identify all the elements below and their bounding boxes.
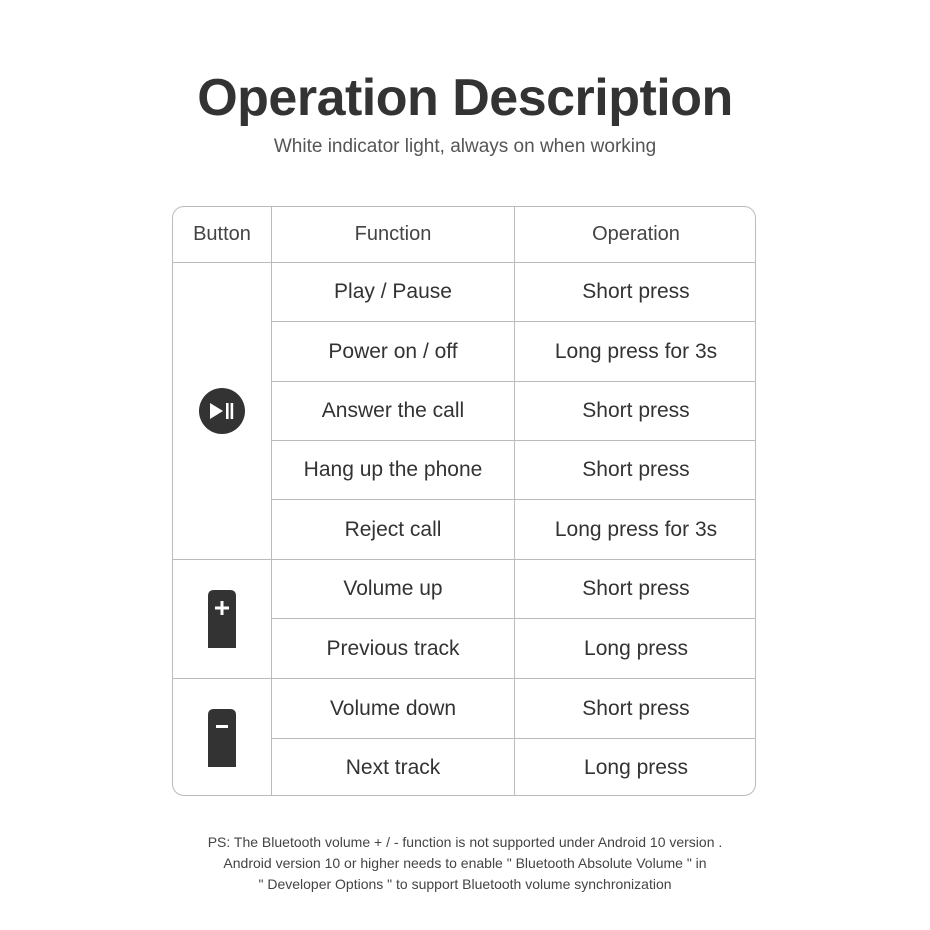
operation-cell: Short press (582, 577, 690, 600)
plus-button-icon (208, 590, 236, 648)
operation-cell: Long press (584, 636, 688, 660)
minus-button-icon (208, 709, 236, 767)
operation-cell: Long press (584, 756, 688, 779)
header-operation: Operation (592, 223, 680, 245)
footnote-line: Android version 10 or higher needs to enable " Bluetooth Absolute Volume " in (223, 855, 707, 871)
page-title: Operation Description (197, 69, 733, 127)
footnote-line: PS: The Bluetooth volume + / - function is not supported under Android 10 version . (207, 834, 723, 850)
function-cell: Answer the call (321, 399, 465, 422)
function-cell: Hang up the phone (303, 458, 483, 481)
function-cell: Volume down (329, 696, 457, 720)
operation-cell: Long press for 3s (554, 517, 718, 541)
operation-cell: Short press (582, 280, 690, 303)
footnote-line: " Developer Options " to support Bluetooth volume synchronization (258, 876, 672, 892)
footnote (0, 832, 930, 895)
play-pause-icon (199, 388, 245, 434)
button-cell-minus (173, 679, 271, 796)
function-cell: Play / Pause (334, 280, 452, 303)
page-subtitle: White indicator light, always on when working (273, 136, 657, 157)
function-cell: Power on / off (328, 339, 458, 363)
function-cell: Volume up (343, 577, 443, 600)
operation-table (172, 206, 756, 796)
header-button: Button (193, 223, 251, 245)
operation-cell: Short press (582, 399, 690, 422)
button-cell-plus (173, 560, 271, 678)
function-cell: Next track (345, 756, 441, 779)
operation-cell: Short press (582, 696, 690, 720)
header-function: Function (354, 223, 432, 245)
function-cell: Previous track (326, 636, 460, 660)
function-cell: Reject call (344, 517, 442, 541)
operation-cell: Long press for 3s (554, 339, 718, 363)
operation-cell: Short press (582, 458, 690, 481)
button-cell-play-pause (173, 263, 271, 559)
